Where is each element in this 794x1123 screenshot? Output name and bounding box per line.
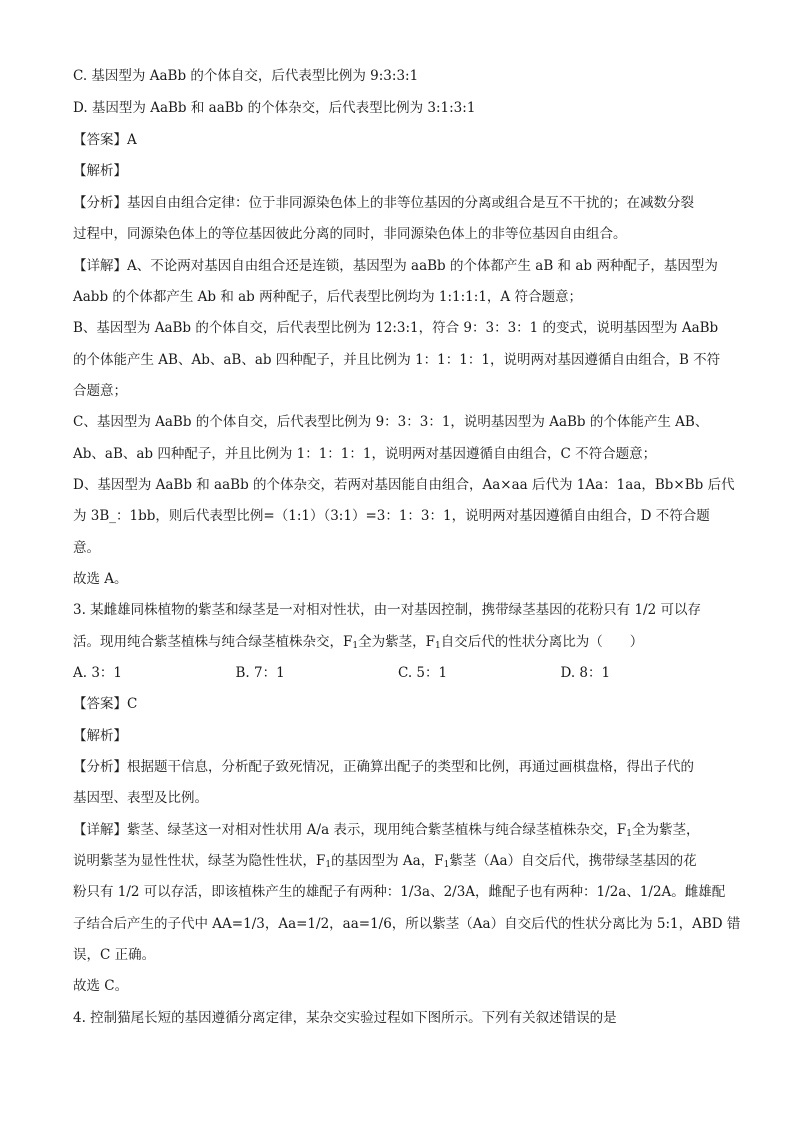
q3-stem-line-2 [73,632,723,652]
q3-fenxi-line-1: 【分析】根据题干信息，分析配子致死情况，正确算出配子的类型和比例，再通过画棋盘格，得出子代的 [73,759,694,775]
q3-choice-b: B. 7：1 [235,665,285,681]
q2-answer: 【答案】A [73,132,137,148]
q3-xiangjie-line-4: 子结合后产生的子代中 AA=1/3，Aa=1/2，aa=1/6，所以紫茎（Aa）自交后代的性状分离比为 5:1，ABD 错 [73,916,741,932]
q3-stem-2c: 自交后代的性状分离比为（ ） [440,634,644,650]
q3-conclusion: 故选 C。 [73,978,129,994]
q3-xj-2-sub1: 1 [325,860,332,870]
q3-xj-1b: 全为紫茎， [632,822,700,838]
q3-xiangjie-line-2 [73,851,723,871]
q2-xiangjie-line-4: 的个体能产生 AB、Ab、aB、ab 四种配子，并且比例为 1：1：1：1，说明两对基因遵循自由组合，B 不符 [73,352,721,368]
q3-choice-c: C. 5：1 [398,665,448,681]
q3-fenxi-line-2: 基因型、表型及比例。 [73,790,208,806]
q2-xiangjie-line-7: Ab、aB、ab 四种配子，并且比例为 1：1：1：1，说明两对基因遵循自由组合，C 不符合题意； [73,446,657,462]
q3-choice-d: D. 8：1 [560,665,611,681]
q3-xj-2c: 紫茎（Aa）自交后代，携带绿茎基因的花 [449,853,697,869]
q2-xiangjie-line-9: 为 3B_：1bb，则后代表型比例=（1:1）（3:1）=3：1：3：1，说明两对基因遵循自由组合，D 不符合题 [73,508,710,524]
q3-stem-2a: 活。现用纯合紫茎植株与纯合绿茎植株杂交，F [73,634,353,650]
q2-xiangjie-line-1: 【详解】A、不论两对基因自由组合还是连锁，基因型为 aaBb 的个体都产生 aB 和 ab 两种配子，基因型为 [73,258,718,274]
q2-xiangjie-line-5: 合题意； [73,383,127,399]
q2-xiangjie-line-6: C、基因型为 AaBb 的个体自交，后代表型比例为 9：3：3：1，说明基因型为 AaBb 的个体能产生 AB、 [73,414,709,430]
q2-xiangjie-line-10: 意。 [73,540,100,556]
q2-fenxi-line-2: 过程中，同源染色体上的等位基因彼此分离的同时，非同源染色体上的非等位基因自由组合。 [73,226,627,242]
q2-analysis-header: 【解析】 [73,163,127,179]
q2-option-c: C. 基因型为 AaBb 的个体自交，后代表型比例为 9:3:3:1 [73,68,419,84]
q3-xiangjie-line-1 [73,820,723,840]
q3-stem-line-1: 3. 某雌雄同株植物的紫茎和绿茎是一对相对性状，由一对基因控制，携带绿茎基因的花粉只有 1/2 可以存 [73,602,701,618]
q3-analysis-header: 【解析】 [73,728,127,744]
q3-stem-2-sub2: 1 [434,641,441,651]
q3-xj-1-sub: 1 [626,829,633,839]
q3-answer: 【答案】C [73,696,138,712]
q2-option-d: D. 基因型为 AaBb 和 aaBb 的个体杂交，后代表型比例为 3:1:3:1 [73,100,476,116]
q3-xj-2a: 说明紫茎为显性性状，绿茎为隐性性状，F [73,853,326,869]
q2-xiangjie-line-3: B、基因型为 AaBb 的个体自交，后代表型比例为 12:3:1，符合 9：3：3：1 的变式，说明基因型为 AaBb [73,320,719,336]
q3-choices [73,663,723,683]
q2-fenxi-line-1: 【分析】基因自由组合定律：位于非同源染色体上的非等位基因的分离或组合是互不干扰的；在减数分裂 [73,195,694,211]
q2-xiangjie-line-8: D、基因型为 AaBb 和 aaBb 的个体杂交，若两对基因能自由组合，Aa×aa 后代为 1Aa：1aa，Bb×Bb 后代 [73,477,735,493]
q3-xj-2b: 的基因型为 Aa，F [331,853,444,869]
q3-xj-1a: 【详解】紫茎、绿茎这一对相对性状用 A/a 表示，现用纯合紫茎植株与纯合绿茎植株杂交，F [73,822,627,838]
q3-xiangjie-line-3: 粉只有 1/2 可以存活，即该植株产生的雄配子有两种：1/3a、2/3A，雌配子也有两种：1/2a、1/2A。雌雄配 [73,884,726,900]
q3-stem-2b: 全为紫茎，F [358,634,435,650]
q3-xiangjie-line-5: 误，C 正确。 [73,947,156,963]
q4-stem: 4. 控制猫尾长短的基因遵循分离定律，某杂交实验过程如下图所示。下列有关叙述错误的是 [73,1010,617,1026]
q2-xiangjie-line-2: Aabb 的个体都产生 Ab 和 ab 两种配子，后代表型比例均为 1:1:1:1，A 符合题意； [73,289,582,305]
q3-xj-2-sub2: 1 [443,860,450,870]
q3-choice-a: A. 3：1 [73,665,123,681]
q2-conclusion: 故选 A。 [73,571,128,587]
q3-stem-2-sub1: 1 [352,641,359,651]
